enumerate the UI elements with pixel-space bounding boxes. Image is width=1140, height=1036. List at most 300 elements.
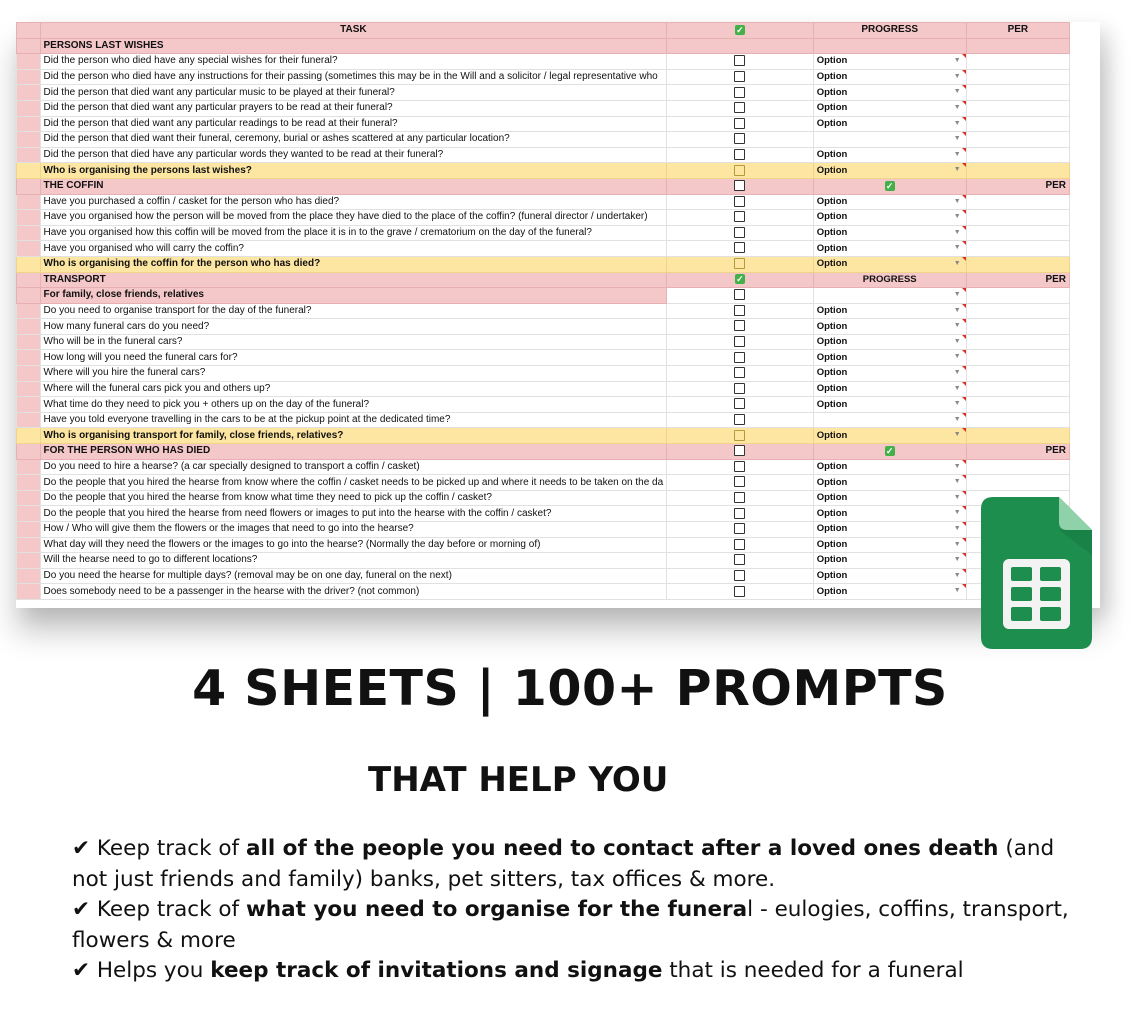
task-row — [17, 85, 1070, 101]
task-cell[interactable]: Who is organising transport for family, close friends, relatives? — [40, 428, 667, 444]
checkbox[interactable] — [734, 71, 745, 82]
person-cell[interactable] — [966, 194, 1069, 210]
task-cell[interactable]: Who is organising the coffin for the person who has died? — [40, 256, 667, 272]
person-cell[interactable] — [966, 225, 1069, 241]
task-cell[interactable]: What day will they need the flowers or the images to go into the hearse? (Normally the day before or morning of) — [40, 537, 667, 553]
done-cell[interactable] — [667, 116, 814, 132]
person-label: PER — [1045, 273, 1066, 285]
person-cell[interactable] — [966, 475, 1069, 491]
dropdown-caret-icon[interactable]: ▼ — [953, 462, 961, 470]
benefit-highlight: keep track of invitations and signage — [210, 958, 663, 983]
done-cell[interactable] — [667, 412, 814, 428]
dropdown-caret-icon[interactable]: ▼ — [953, 571, 961, 579]
task-row — [17, 412, 1070, 428]
task-cell[interactable]: How / Who will give them the flowers or the images that need to go into the hearse? — [40, 522, 667, 538]
owner-row — [17, 163, 1070, 179]
checkbox[interactable] — [734, 367, 745, 378]
task-cell[interactable]: Did the person that died want any particular readings to be read at their funeral? — [40, 116, 667, 132]
progress-cell[interactable] — [813, 553, 966, 569]
task-cell[interactable]: Where will the funeral cars pick you and others up? — [40, 381, 667, 397]
progress-dropdown-value: Option — [816, 351, 848, 363]
dropdown-caret-icon[interactable]: ▼ — [953, 478, 961, 486]
checkbox[interactable] — [734, 398, 745, 409]
progress-cell[interactable] — [813, 256, 966, 272]
person-cell[interactable] — [966, 132, 1069, 148]
person-cell[interactable] — [966, 69, 1069, 85]
task-cell[interactable]: Have you told everyone travelling in the cars to be at the pickup point at the dedicated time? — [40, 412, 667, 428]
progress-cell[interactable] — [813, 475, 966, 491]
person-cell[interactable] — [966, 38, 1069, 54]
dropdown-caret-icon[interactable]: ▼ — [953, 540, 961, 548]
check-mark-icon: ✔ — [72, 836, 91, 861]
progress-dropdown-value: Option — [816, 523, 848, 535]
done-cell[interactable] — [667, 241, 814, 257]
person-cell[interactable] — [966, 116, 1069, 132]
done-cell[interactable] — [667, 459, 814, 475]
task-row — [17, 490, 1070, 506]
progress-cell[interactable] — [813, 444, 966, 460]
done-check-icon: ✓ — [885, 445, 894, 456]
progress-cell[interactable] — [813, 381, 966, 397]
dropdown-caret-icon[interactable]: ▼ — [953, 431, 961, 439]
done-cell[interactable] — [667, 568, 814, 584]
progress-cell[interactable] — [813, 459, 966, 475]
task-cell[interactable]: Will the hearse need to go to different locations? — [40, 553, 667, 569]
checkbox[interactable] — [734, 242, 745, 253]
task-cell[interactable]: Did the person that died want any particular prayers to be read at their funeral? — [40, 100, 667, 116]
person-cell[interactable] — [966, 350, 1069, 366]
person-cell[interactable] — [966, 241, 1069, 257]
person-cell[interactable] — [966, 256, 1069, 272]
header-row — [17, 23, 1070, 39]
task-cell[interactable]: Did the person that died have any particular words they wanted to be read at their funeral? — [40, 147, 667, 163]
benefit-text: (and not just friends and family) banks, pet sitters, tax offices & more. — [72, 836, 1055, 892]
dropdown-caret-icon[interactable]: ▼ — [953, 322, 961, 330]
task-cell[interactable]: Do you need the hearse for multiple days? (removal may be on one day, funeral on the next) — [40, 568, 667, 584]
done-cell[interactable] — [667, 85, 814, 101]
comment-flag-icon — [962, 413, 966, 417]
row-header — [17, 522, 41, 538]
checkbox[interactable] — [734, 165, 745, 176]
done-cell[interactable] — [667, 225, 814, 241]
task-cell[interactable]: Have you organised who will carry the coffin? — [40, 241, 667, 257]
progress-dropdown-value: Option — [816, 382, 848, 394]
person-cell[interactable] — [966, 412, 1069, 428]
done-cell[interactable] — [667, 194, 814, 210]
progress-dropdown-value: Option — [816, 102, 848, 114]
progress-cell[interactable] — [813, 69, 966, 85]
row-header — [17, 366, 41, 382]
progress-cell[interactable] — [813, 147, 966, 163]
checkbox[interactable] — [734, 554, 745, 565]
progress-cell[interactable] — [813, 85, 966, 101]
checkbox[interactable] — [734, 149, 745, 160]
row-header — [17, 537, 41, 553]
checkbox[interactable] — [734, 258, 745, 269]
comment-flag-icon — [962, 148, 966, 152]
benefit-text: Helps you — [90, 958, 211, 983]
task-row — [17, 225, 1070, 241]
person-cell[interactable] — [966, 334, 1069, 350]
done-cell[interactable] — [667, 272, 814, 288]
progress-cell[interactable] — [813, 132, 966, 148]
done-cell[interactable] — [667, 54, 814, 70]
progress-cell[interactable] — [813, 272, 966, 288]
dropdown-caret-icon[interactable]: ▼ — [953, 259, 961, 267]
checkbox[interactable] — [734, 352, 745, 363]
checkbox[interactable] — [734, 55, 745, 66]
progress-cell[interactable] — [813, 412, 966, 428]
comment-flag-icon — [962, 210, 966, 214]
person-label: PER — [1045, 180, 1066, 192]
task-row — [17, 241, 1070, 257]
comment-flag-icon — [962, 70, 966, 74]
task-cell[interactable]: Did the person who died have any special wishes for their funeral? — [40, 54, 667, 70]
progress-dropdown-value: Option — [816, 538, 848, 550]
person-cell[interactable] — [966, 288, 1069, 304]
task-cell[interactable]: Do the people that you hired the hearse from know where the coffin / casket needs to be picked up and where it needs to be taken on the da — [40, 475, 667, 491]
person-cell[interactable] — [966, 444, 1069, 460]
row-header — [17, 288, 41, 304]
dropdown-caret-icon[interactable]: ▼ — [953, 228, 961, 236]
task-row — [17, 553, 1070, 569]
dropdown-caret-icon[interactable]: ▼ — [953, 213, 961, 221]
progress-cell[interactable] — [813, 350, 966, 366]
comment-flag-icon — [962, 584, 966, 588]
done-column-header[interactable] — [667, 23, 814, 39]
task-row — [17, 506, 1070, 522]
done-cell[interactable] — [667, 522, 814, 538]
progress-cell[interactable] — [813, 241, 966, 257]
done-cell[interactable] — [667, 256, 814, 272]
section-row — [17, 444, 1070, 460]
dropdown-caret-icon[interactable]: ▼ — [953, 556, 961, 564]
benefit-text: Keep track of — [90, 836, 246, 861]
progress-cell[interactable] — [813, 178, 966, 194]
progress-dropdown-value: Option — [816, 398, 848, 410]
done-cell[interactable] — [667, 319, 814, 335]
task-cell[interactable]: Do you need to hire a hearse? (a car specially designed to transport a coffin / casket) — [40, 459, 667, 475]
task-cell[interactable]: For family, close friends, relatives — [40, 288, 667, 304]
progress-cell[interactable] — [813, 54, 966, 70]
section-row — [17, 38, 1070, 54]
done-cell[interactable] — [667, 163, 814, 179]
progress-cell[interactable] — [813, 584, 966, 600]
done-cell[interactable] — [667, 303, 814, 319]
checkbox[interactable] — [734, 461, 745, 472]
dropdown-caret-icon[interactable]: ▼ — [953, 103, 961, 111]
comment-flag-icon — [962, 85, 966, 89]
done-check-icon: ✓ — [736, 24, 744, 35]
dropdown-caret-icon[interactable]: ▼ — [953, 493, 961, 501]
task-row — [17, 100, 1070, 116]
task-cell[interactable]: Do the people that you hired the hearse from need flowers or images to put into the hearse with the coffin / casket? — [40, 506, 667, 522]
checkbox[interactable] — [734, 102, 745, 113]
task-cell[interactable]: Do you need to organise transport for the day of the funeral? — [40, 303, 667, 319]
dropdown-caret-icon[interactable]: ▼ — [953, 384, 961, 392]
benefit-item — [72, 834, 1082, 895]
progress-dropdown-value: Option — [816, 227, 848, 239]
task-cell[interactable]: Where will you hire the funeral cars? — [40, 366, 667, 382]
dropdown-caret-icon[interactable]: ▼ — [953, 525, 961, 532]
person-cell[interactable] — [966, 428, 1069, 444]
row-header — [17, 178, 41, 194]
row-header — [17, 163, 41, 179]
checkbox[interactable] — [734, 227, 745, 238]
task-cell[interactable]: What time do they need to pick you + others up on the day of the funeral? — [40, 397, 667, 413]
progress-dropdown-value: Option — [816, 507, 848, 519]
progress-cell[interactable] — [813, 210, 966, 226]
dropdown-caret-icon[interactable]: ▼ — [953, 400, 961, 408]
progress-dropdown-value: Option — [816, 164, 848, 176]
dropdown-caret-icon[interactable]: ▼ — [953, 150, 961, 158]
progress-cell[interactable] — [813, 163, 966, 179]
person-cell[interactable] — [966, 319, 1069, 335]
checkbox[interactable] — [734, 539, 745, 550]
row-header — [17, 428, 41, 444]
comment-flag-icon — [962, 475, 966, 479]
dropdown-caret-icon[interactable]: ▼ — [953, 135, 961, 143]
comment-flag-icon — [962, 569, 966, 573]
progress-cell[interactable] — [813, 319, 966, 335]
done-cell[interactable] — [667, 397, 814, 413]
done-cell[interactable] — [667, 553, 814, 569]
dropdown-caret-icon[interactable]: ▼ — [953, 88, 961, 96]
task-cell[interactable]: THE COFFIN — [40, 178, 667, 194]
task-row — [17, 147, 1070, 163]
comment-flag-icon — [962, 132, 966, 136]
dropdown-caret-icon[interactable]: ▼ — [953, 72, 961, 80]
progress-cell[interactable] — [813, 537, 966, 553]
dropdown-caret-icon[interactable]: ▼ — [953, 57, 961, 65]
progress-dropdown-value: Option — [816, 554, 848, 566]
dropdown-caret-icon[interactable]: ▼ — [953, 244, 961, 252]
done-cell[interactable] — [667, 100, 814, 116]
done-cell[interactable] — [667, 350, 814, 366]
checkbox[interactable] — [734, 445, 745, 456]
progress-dropdown-value: Option — [816, 149, 848, 161]
person-cell[interactable] — [966, 100, 1069, 116]
checkbox[interactable] — [734, 476, 745, 487]
task-cell[interactable]: Who is organising the persons last wishes? — [40, 163, 667, 179]
done-cell[interactable] — [667, 210, 814, 226]
task-cell[interactable]: Have you purchased a coffin / casket for the person who has died? — [40, 194, 667, 210]
task-cell[interactable]: Do the people that you hired the hearse from know what time they need to pick up the coffin / casket? — [40, 490, 667, 506]
task-row — [17, 381, 1070, 397]
progress-cell[interactable] — [813, 366, 966, 382]
checkbox[interactable] — [734, 118, 745, 129]
done-check-icon: ✓ — [736, 274, 744, 285]
row-header — [17, 194, 41, 210]
done-check-icon: ✓ — [885, 180, 894, 191]
checkbox[interactable] — [734, 211, 745, 222]
row-header — [17, 210, 41, 226]
checkbox[interactable] — [734, 87, 745, 98]
task-cell[interactable]: Does somebody need to be a passenger in the hearse with the driver? (not common) — [40, 584, 667, 600]
check-mark-icon: ✔ — [72, 958, 91, 983]
person-cell[interactable] — [966, 163, 1069, 179]
task-row — [17, 568, 1070, 584]
done-cell[interactable] — [667, 147, 814, 163]
task-cell[interactable]: Did the person that died want their funeral, ceremony, burial or ashes scattered at any particular location? — [40, 132, 667, 148]
task-cell[interactable]: TRANSPORT — [40, 272, 667, 288]
progress-cell[interactable] — [813, 490, 966, 506]
row-header — [17, 85, 41, 101]
dropdown-caret-icon[interactable]: ▼ — [953, 587, 961, 595]
checkbox[interactable] — [734, 492, 745, 503]
done-cell[interactable] — [667, 490, 814, 506]
dropdown-caret-icon[interactable]: ▼ — [953, 119, 961, 127]
owner-row — [17, 256, 1070, 272]
checkbox[interactable] — [734, 305, 745, 316]
done-cell[interactable] — [667, 366, 814, 382]
comment-flag-icon — [962, 350, 966, 354]
progress-cell[interactable] — [813, 334, 966, 350]
checkbox[interactable] — [734, 508, 745, 519]
person-cell[interactable] — [966, 178, 1069, 194]
spreadsheet-grid — [16, 22, 1070, 602]
task-cell[interactable]: Have you organised how the person will be moved from the place they have died to the place of the coffin? (funeral director / undertaker) — [40, 210, 667, 226]
checkbox[interactable] — [734, 196, 745, 207]
benefit-text: that is needed for a funeral — [662, 958, 964, 983]
done-cell[interactable] — [667, 334, 814, 350]
task-cell[interactable]: Who will be in the funeral cars? — [40, 334, 667, 350]
person-cell[interactable] — [966, 303, 1069, 319]
comment-flag-icon — [962, 366, 966, 370]
done-cell[interactable] — [667, 537, 814, 553]
comment-flag-icon — [962, 257, 966, 261]
dropdown-caret-icon[interactable]: ▼ — [953, 291, 961, 299]
progress-cell[interactable] — [813, 38, 966, 54]
done-cell[interactable] — [667, 506, 814, 522]
row-header — [17, 506, 41, 522]
done-cell[interactable] — [667, 69, 814, 85]
task-cell[interactable]: Have you organised how this coffin will be moved from the place it is in to the grave / crematorium on the day of the funeral? — [40, 225, 667, 241]
checkbox[interactable] — [734, 586, 745, 597]
task-row — [17, 366, 1070, 382]
dropdown-caret-icon[interactable]: ▼ — [953, 509, 961, 517]
progress-column-header[interactable]: PROGRESS — [813, 23, 966, 39]
person-cell[interactable] — [966, 210, 1069, 226]
spreadsheet-screenshot — [16, 22, 1100, 608]
progress-cell[interactable] — [813, 397, 966, 413]
checkbox[interactable] — [734, 383, 745, 394]
row-header — [17, 132, 41, 148]
checkbox[interactable] — [734, 320, 745, 331]
row-header — [17, 38, 41, 54]
task-table — [16, 22, 1070, 600]
checkbox[interactable] — [734, 523, 745, 534]
progress-cell[interactable] — [813, 194, 966, 210]
person-cell[interactable] — [966, 272, 1069, 288]
dropdown-caret-icon[interactable]: ▼ — [953, 197, 961, 205]
person-cell[interactable] — [966, 85, 1069, 101]
progress-cell[interactable] — [813, 116, 966, 132]
task-row — [17, 132, 1070, 148]
progress-dropdown-value: Option — [816, 570, 848, 582]
done-cell[interactable] — [667, 381, 814, 397]
progress-cell[interactable] — [813, 303, 966, 319]
progress-cell[interactable] — [813, 288, 966, 304]
person-label: PER — [1045, 445, 1066, 457]
person-cell[interactable] — [966, 459, 1069, 475]
progress-cell[interactable] — [813, 506, 966, 522]
progress-cell[interactable] — [813, 225, 966, 241]
person-cell[interactable] — [966, 381, 1069, 397]
progress-cell[interactable] — [813, 428, 966, 444]
dropdown-caret-icon[interactable]: ▼ — [953, 369, 961, 377]
row-header — [17, 303, 41, 319]
dropdown-caret-icon[interactable]: ▼ — [953, 306, 961, 314]
progress-cell[interactable] — [813, 100, 966, 116]
task-row — [17, 54, 1070, 70]
person-column-header[interactable]: PER — [966, 23, 1069, 39]
comment-flag-icon — [962, 195, 966, 199]
progress-cell[interactable] — [813, 522, 966, 538]
done-cell[interactable] — [667, 584, 814, 600]
row-header — [17, 381, 41, 397]
task-row — [17, 194, 1070, 210]
done-cell[interactable] — [667, 428, 814, 444]
dropdown-caret-icon[interactable]: ▼ — [953, 415, 961, 423]
progress-dropdown-value: Option — [816, 585, 848, 597]
done-cell[interactable] — [667, 178, 814, 194]
person-cell[interactable] — [966, 366, 1069, 382]
person-cell[interactable] — [966, 397, 1069, 413]
task-cell[interactable]: PERSONS LAST WISHES — [40, 38, 667, 54]
task-cell[interactable]: Did the person that died want any particular music to be played at their funeral? — [40, 85, 667, 101]
task-cell[interactable]: Did the person who died have any instructions for their passing (sometimes this may be in the Will and a solicitor / legal representative who — [40, 69, 667, 85]
progress-dropdown-value: Option — [816, 211, 848, 223]
done-cell[interactable] — [667, 38, 814, 54]
benefit-list — [72, 834, 1082, 987]
done-cell[interactable] — [667, 444, 814, 460]
done-cell[interactable] — [667, 475, 814, 491]
done-cell[interactable] — [667, 132, 814, 148]
task-cell[interactable]: How long will you need the funeral cars for? — [40, 350, 667, 366]
checkbox[interactable] — [734, 336, 745, 347]
dropdown-caret-icon[interactable]: ▼ — [953, 353, 961, 361]
checkbox[interactable] — [734, 430, 745, 441]
checkbox[interactable] — [734, 570, 745, 581]
person-cell[interactable] — [966, 147, 1069, 163]
section-row — [17, 272, 1070, 288]
row-header — [17, 475, 41, 491]
row-header — [17, 69, 41, 85]
task-cell[interactable]: FOR THE PERSON WHO HAS DIED — [40, 444, 667, 460]
comment-flag-icon — [962, 117, 966, 121]
task-row — [17, 303, 1070, 319]
progress-cell[interactable] — [813, 568, 966, 584]
dropdown-caret-icon[interactable]: ▼ — [953, 166, 961, 174]
checkbox[interactable] — [734, 414, 745, 425]
checkbox[interactable] — [734, 289, 745, 300]
section-row — [17, 178, 1070, 194]
row-header — [17, 241, 41, 257]
comment-flag-icon — [962, 241, 966, 245]
person-cell[interactable] — [966, 54, 1069, 70]
row-header — [17, 397, 41, 413]
task-cell[interactable]: How many funeral cars do you need? — [40, 319, 667, 335]
benefit-highlight: all of the people you need to contact after a loved ones death — [245, 836, 999, 861]
dropdown-caret-icon[interactable]: ▼ — [953, 337, 961, 345]
task-column-header[interactable]: TASK — [40, 23, 667, 39]
progress-dropdown-value: Option — [816, 367, 848, 379]
checkbox[interactable] — [734, 180, 745, 191]
check-mark-icon: ✔ — [72, 897, 91, 922]
checkbox[interactable] — [734, 133, 745, 144]
done-cell[interactable] — [667, 288, 814, 304]
